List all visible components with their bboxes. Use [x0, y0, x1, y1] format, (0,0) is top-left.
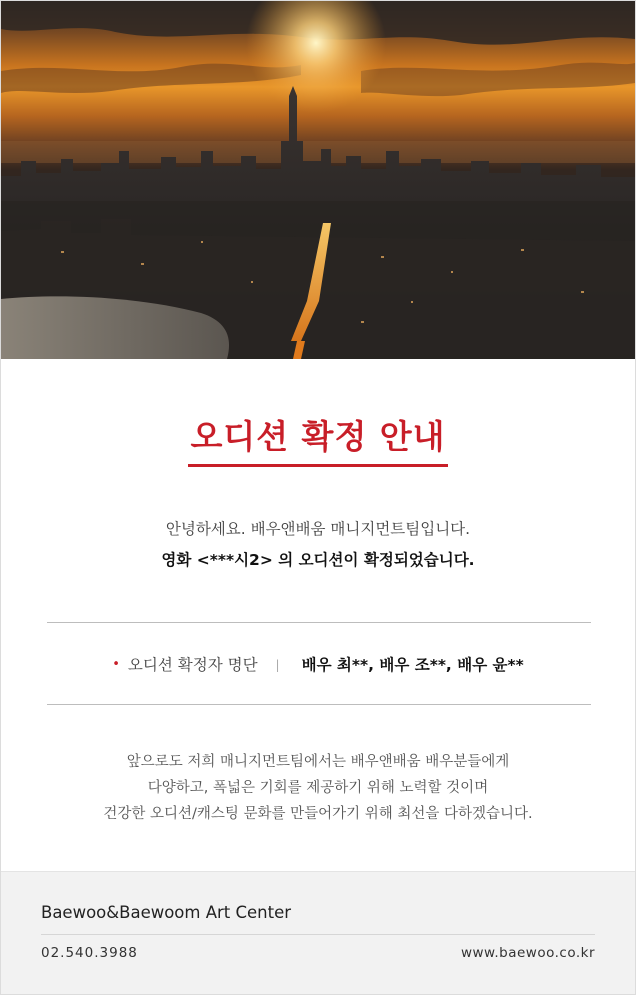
hero-image-city-sunset — [1, 1, 635, 359]
divider-top — [47, 622, 591, 623]
bullet-icon: • — [112, 657, 120, 672]
notice-title: 오디션 확정 안내 — [188, 411, 447, 467]
closing-line: 앞으로도 저희 매니지먼트팀에서는 배우앤배움 배우분들에게 — [126, 754, 510, 770]
footer-divider — [41, 934, 595, 935]
closing-message — [1, 749, 635, 827]
website-link[interactable]: www.baewoo.co.kr — [460, 945, 595, 961]
notice-content — [1, 359, 635, 871]
footer — [1, 871, 635, 995]
phone-number: 02.540.3988 — [41, 945, 138, 961]
confirmation-text: 영화 <***시2> 의 오디션이 확정되었습니다. — [161, 551, 475, 569]
roster-separator: | — [275, 658, 280, 672]
closing-line: 건강한 오디션/캐스팅 문화를 만들어가기 위해 최선을 다하겠습니다. — [103, 806, 533, 822]
divider-bottom — [47, 704, 591, 705]
roster-row — [1, 653, 635, 675]
roster-label: 오디션 확정자 명단 — [127, 656, 258, 674]
company-name: Baewoo&Baewoom Art Center — [41, 903, 292, 922]
roster-names: 배우 최**, 배우 조**, 배우 윤** — [301, 656, 524, 674]
greeting-text: 안녕하세요. 배우앤배움 매니지먼트팀입니다. — [165, 520, 471, 538]
city-sunset-illustration — [1, 1, 635, 359]
closing-line: 다양하고, 폭넓은 기회를 제공하기 위해 노력할 것이며 — [147, 780, 489, 796]
